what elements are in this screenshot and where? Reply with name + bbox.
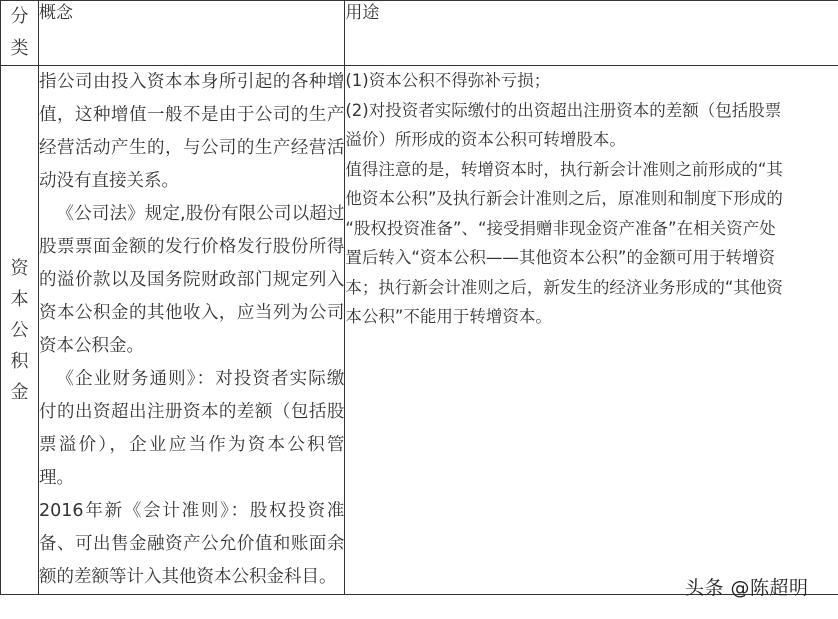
category-char: 金: [10, 381, 29, 403]
header-row: [1, 1, 838, 66]
category-cell: [1, 66, 39, 595]
header-category-char: 分: [10, 6, 29, 27]
header-concept-cell: 概念: [39, 1, 345, 66]
concept-paragraph: 指公司由投入资本本身所引起的各种增值，这种增值一般不是由于公司的生产经营活动产生的，与公司的生产经营活动没有直接关系。: [39, 72, 345, 191]
usage-line: 本公积”不能用于转增资本。: [345, 307, 552, 326]
concept-paragraph: 《公司法》规定,股份有限公司以超过股票票面金额的发行价格发行股份所得的溢价款以及国务院财政部门规定列入资本公积金的其他收入，应当列为公司资本公积金。: [39, 204, 345, 356]
usage-line: 他资本公积”及执行新会计准则之后，原准则和制度下形成的: [345, 189, 783, 208]
table-row: [1, 66, 838, 595]
concept-paragraph: 《企业财务通则》：对投资者实际缴付的出资超出注册资本的差额（包括股票溢价），企业应当作为资本公积管理。: [39, 369, 345, 488]
usage-line: (2)对投资者实际缴付的出资超出注册资本的差额（包括股票: [345, 100, 782, 120]
usage-line: 值得注意的是，转增资本时，执行新会计准则之前形成的“其: [345, 159, 783, 179]
concept-paragraph: 2016年新《会计准则》：股权投资准备、可出售金融资产公允价值和账面余额的差额等计入其他资本公积金科目。: [39, 501, 345, 587]
usage-line: 本；执行新会计准则之后，新发生的经济业务形成的“其他资: [345, 277, 783, 297]
header-category-char: 类: [10, 38, 29, 59]
category-char: 公: [10, 319, 29, 341]
usage-line: 溢价）所形成的资本公积可转增股本。: [345, 130, 626, 149]
usage-line: 置后转入“资本公积——其他资本公积”的金额可用于转增资: [345, 248, 775, 267]
category-char: 积: [10, 350, 29, 372]
category-char: 资: [10, 257, 29, 279]
header-usage-cell: 用途: [345, 1, 838, 66]
usage-cell: [345, 66, 838, 595]
concept-cell: [39, 66, 345, 595]
header-category-cell: [1, 1, 39, 66]
usage-line: “股权投资准备”、“接受捐赠非现金资产准备”在相关资产处: [345, 218, 776, 238]
watermark: 头条 @陈超明: [685, 577, 809, 599]
category-char: 本: [10, 288, 29, 310]
usage-line: (1)资本公积不得弥补亏损；: [345, 71, 551, 90]
